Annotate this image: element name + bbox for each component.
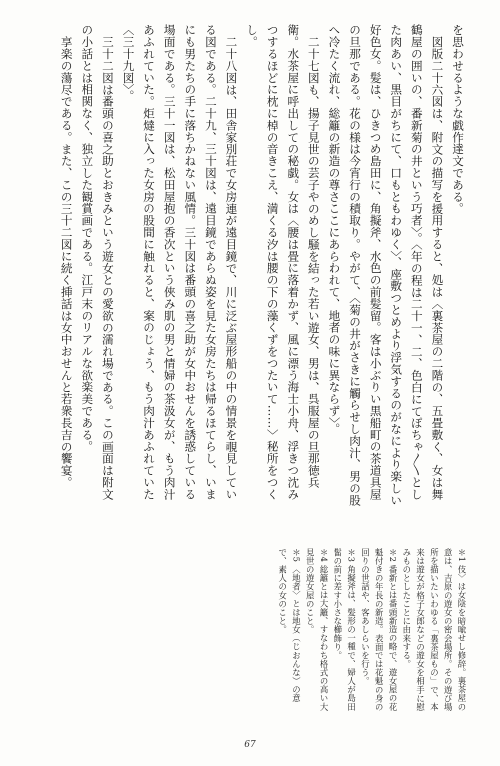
footnote: ＊4 総籬とは大籬、すなわち格式の高い大見世の遊女屋のこと。 bbox=[305, 548, 330, 712]
paragraph: 図版二十六図は、附文の描写を援用すると、処は〈裏茶屋の二階の、五畳敷く、女は舞鶴屋の囲いの、番新菊の井という巧者〉。〈年の程は二十一、二、色白にてぽちゃ〳〵とした肉あい、黒目がちにて、口もともわゆく〉、座敷つとめより浮気するのがなにより楽しい好色女。髪は、ひきつめ島田に、角擬斧、水色の前髪留。客は小ぶりい黒船町の茶道具屋の旦那である。花の様は今宵行の積取り。やがて、〈菊の井がさきに觸らせし肉汁、男の股へ冷たく流れ、総籬の新造の尊さここにあらわれて、地者の味に異ならず〉。 bbox=[327, 24, 445, 507]
page-number: 67 bbox=[244, 740, 256, 750]
paragraph: 三十二図は番頭の喜之助とおきみという遊女との愛欲の濡れ場である。この画面は附文の小話とは相関なく、独立した観賞画である。江戸末のリアルな欲楽美である。 bbox=[80, 24, 115, 500]
footnote: ＊1 伎〉は女陰を暗喩せし修辞。裏茶屋の意は、吉原の遊女の密会場所。その遊び場所を描いたいわゆる「裏茶屋もの」で、本来は遊女が格子女郎などの遊女を相手に慰みものとしたことに由来する。 bbox=[401, 548, 467, 712]
paragraph: を思わせるような戯作達文である。 bbox=[451, 24, 465, 215]
main-body-text bbox=[28, 24, 468, 510]
footnote: ＊5 〈地者〉とは地女（じおんな）の意で、素人の女のこと。 bbox=[277, 548, 302, 703]
paragraph: 二十八図は、田舎家別荘で女房連が遠目鏡で、川に泛ぶ屋形船の中の情景を覗見している図である。二十九、三十図は、遠目鏡であらぬ姿を見た女房たちは帰るほてらし、いまにも男たちの手に落ちかねない風情。三十図は番頭の喜之助が女中おせんを誘惑している場面である。三十一図は、松田屋抱の香次という俠み肌の男と情婦の茶汲女が、もう肉汁あふれていた。炬燵に入った女房の股間に触れると、案のじょう、もう肉汁あふれていた〈三十九図〉。 bbox=[121, 24, 239, 500]
paragraph: 享楽の蕩尽である。また、この三十二図に続く挿話は女中おせんと若衆長吉の饗宴。 bbox=[59, 35, 74, 488]
footnote: ＊2 番新とは番頭新造の略で、遊女屋の花魁付きの年長の新造。表面では花魁の身の回りの世話や、客あしらいを行う。 bbox=[360, 548, 399, 712]
footnotes bbox=[238, 548, 468, 716]
footnote: ＊3 角擬斧は、髪形の一種で、婦人が島田髷の前に差す小さな櫛飾り。 bbox=[332, 548, 357, 712]
paragraph: 二十七図も、揚子見世の芸子やのめし騒を結った若い遊女、男は、呉服屋の旦那徳兵衛。水茶屋に呼出しての秘戯。女は〈腰は畳に落着かず、風に漂う海士小舟、浮きつ沈みつするほどに枕に棹の音きこえ、満くる汐は腰の下の藻くずをつたいて……〉秘所をつくし。 bbox=[245, 24, 321, 500]
